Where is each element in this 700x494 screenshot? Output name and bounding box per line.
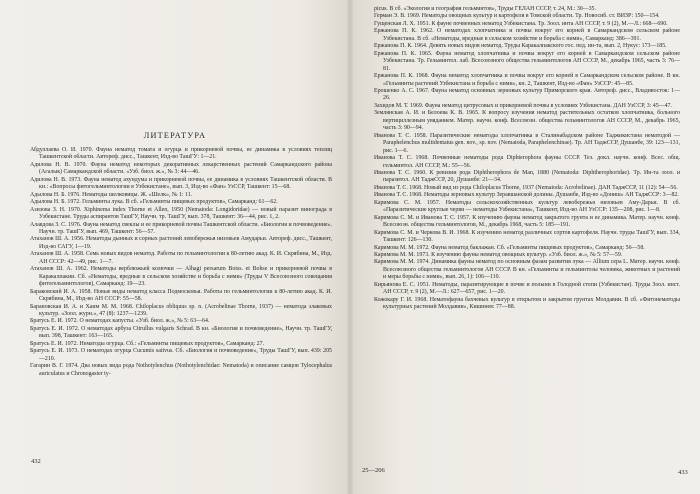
bibliography-entry: Братусь Е. И. 1972. Нематоды огурца. Сб.: «Гельминты пищевых продуктов», Самарканд: 27.	[30, 340, 265, 347]
bibliography-entry: Ержанова П. К. 1964. Девять новых видов нематод. Труды Каракалпакского гос. пед. ин-та, вып. 2, Нукус: 173—185.	[374, 43, 667, 50]
bibliography-entry: Азизова З. Н. 1970. Xiphinema index Thorne et Allen, 1950 (Nematoda: Longidoridae) — новый паразит виноградa в Узбекистане. Труды аспирантов ТашГУ, Научн. тр. ТашГУ, вып. 378, Ташкент: 36—44, рис. 1, 2.	[30, 206, 332, 221]
bibliography-entry: Кожокару Г. И. 1968. Нематофауна бахчевых культур в открытом и закрытом грунтах Молдавии. В сб. «Фитонематоды культурных растений Молдавии», Кишинев: 77—88.	[374, 296, 680, 311]
bibliography-entry: Ержанова П. К. 1962. О нематодах хлопчатника и почвы вокруг его корней в Самаркандском сельском районе Узбекистана. В сб. «Нематоды, вредные в сельском хозяйстве и борьба с ними», Самарканд: 386—391.	[374, 28, 680, 42]
page-number-left: 432	[31, 458, 41, 465]
bibliography-entry: Герман Э. В. 1969. Нематоды овощных культур и картофеля в Томской области. Тр. Новосиб. ст. ВИЗР: 150—154.	[374, 13, 660, 20]
bibliography-entry: Бараковский И. А. 1958. Новые виды нематод класса Подмосковья. Работы по гельминтологии к 80-летию акад. К. И. Скрябина, М., Изд-во АН СССР: 55—58.	[30, 288, 332, 303]
bibliography-entry: Братусь Е. И. 1972. О нематодах капусты. «Узб. биол. ж.», № 5: 63—64.	[30, 318, 210, 325]
bibliography-entry: Адилова Н. В. 1970. Фауна нематод некоторых декоративных лекарственных растений Самаркандского района (Агалык) Самаркандской области. «Узб. биол. ж.», № 3: 44—46.	[30, 161, 332, 176]
left-column	[30, 147, 332, 378]
bibliography-entry: Каримова М. М. 1973. К изучению фауны нематод овощных культур. «Узб. биол. ж.», № 5: 57—59.	[374, 251, 623, 258]
bibliography-entry: Братусь Е. И. 1972. О нематодах арбуза Citrullus vulgaris Schrad. В кн. «Биология и почвоведение», Научн. тр. ТашГУ, вып. 398, Ташкент: 163—165.	[30, 325, 332, 340]
bibliography-entry: Атаханов Ш. А. 1962. Нематоды верблюжьей колючки — Alhagi persarum Boiss. et Bohse и прикорневой почвы в Каракалпакии. Сб. «Нематоды, вредные в сельском хозяйстве и борьба с ними» (Труды V Всесоюзного совещания фитогельминтологов), Самарканд: 19—23.	[30, 266, 332, 288]
bibliography-entry: Кирьянова Е. С. 1951. Нематоды, паразитирующие в почве и полыни в Голодной степи (Узбекистан). Труды Зоол. инст. АН СССР, т. 9 (2), М.—Л.: 627—657, рис. 1—20.	[374, 281, 680, 296]
bibliography-entry: Адилова Н. В. 1973. Фауна нематод ахундума и прикорневой почвы, ее динамика в условиях Ташкентской области. В кн.: «Вопросы фитогельминтологии в Узбекистане», вып. 3, Изд-во «Фан» УзССР, Ташкент: 15—68.	[30, 176, 332, 191]
bibliography-entry: Ерошенко А. С. 1967. Фауна нематод основных зерновых культур Приморского края. Автореф. дисс., Владивосток: 1—26.	[374, 87, 680, 102]
section-heading: ЛИТЕРАТУРА	[143, 131, 207, 140]
bibliography-entry: Каримова С. М. и Иванова Т. С. 1957. К изучению фауны нематод закрытого грунта и ее динамика. Матер. научн. конф. Всесоюзн. общества гельминтологов, М., декабрь 1968, часть 5: 185—191.	[374, 214, 680, 229]
right-page	[350, 0, 700, 494]
bibliography-entry: Гущенская Л. Х. 1951. К фауне почвенных нематод Узбекистана. Тр. Зоол. инта АН СССР, т. 9 (2), М.—Л.: 668—690.	[374, 20, 668, 27]
bibliography-entry: Иванова Т. С. 1968. Новый вид из рода Chiloplacus Thorne, 1937 (Nematoda: Acrobelinae). ДАН ТаджССР, 11 (12): 54—56.	[374, 184, 678, 191]
bibliography-entry: Барановская И. А. и Хаим М. М. 1968. Chiloplacus obliquus sp. n. (Acrobelinae Thorne, 1937) — нематода злаковых культур. «Зоол. журн.», 47 (8): 1237—1239.	[30, 303, 332, 317]
bibliography-entry: Иванова Т. С. 1968. Нематоды зерновых культур Зеравшанской долины. Душанбе, Изд-во «Дониш» АН ТаджССР: 3—82.	[374, 192, 679, 199]
bibliography-entry: Ержанова П. К. 1968. Фауна нематод хлопчатника и почвы вокруг его корней в Самаркандском сельском районе. В кн. «Гельминты растений Узбекистана и борьба с ними», кн. 2, Ташкент, Изд-во «Фан» УзССР: 45—85.	[374, 73, 680, 87]
bibliography-entry: Каримова М. М. 1972. Фауна нематод баклажан. Сб. «Гельминты пищевых продуктов», Самарканд: 56—58.	[374, 244, 645, 251]
signature-mark: 25—206	[362, 467, 385, 474]
bibliography-entry: picus. В сб. «Экология и география гельминтов», Труды ГЕЛАН СССР, т. 24, М.: 30—35.	[374, 6, 596, 12]
bibliography-entry: Адылова Н. Б. 1972. Гельминты лука. В сб. «Гельминты пищевых продуктов», Самарканд: 61—62.	[30, 199, 278, 206]
bibliography-entry: Иванова Т. С. 1968. Почвенные нематоды рода Diphterophora фауны СССР. Тез. докл. научн. конф. Всес. общ. гельминтол. АН СССР, М.: 55—56.	[374, 155, 680, 169]
page-number-right: 433	[678, 469, 688, 476]
bibliography-entry: Братусь Е. И. 1973. О нематодах огурца Cucumis sativus. Сб. «Биология и почвоведение», Труды ТашГУ, вып. 439: 205—210.	[30, 348, 332, 362]
bibliography-entry: Землянская А. И. и Белоева К. В. 1965. К вопросу изучения нематод растительных остатков хлопчатника, больного вертициллезным увяданием. Матер. научн. конф. Всесоюзн. общества гельминтологов АН СССР, М., декабрь 1965, часть 3: 90—94.	[374, 110, 680, 132]
bibliography-entry: Абдуллаева О. И. 1970. Фауна нематод томата и огурца и прикорневой почвы, ее динамика в условиях теплиц Ташкентской области. Автореф. дисс., Ташкент, Изд-во ТашГУ: 1—21.	[30, 147, 332, 161]
bibliography-entry: Иванова Т. С. 1958. Паразитические нематоды хлопчатника в Сталинабадском районе Таджикистана нематодой — Paraphelenchus multidentatus gen. nov., sp. nov. (Nematoda, Paraphelenchinae). Тр. АН ТаджССР, Душанбе, 39: 123—131, рис. 1—6.	[374, 132, 680, 154]
bibliography-entry: Гагарин В. Г. 1974. Два новых вида рода Nothotylenchus (Nothotylenchidae: Nematoda) и описание самцов Tylocephalus auriculatus и Chronogaster ty-	[30, 363, 332, 377]
bibliography-entry: Захидов М. Т. 1969. Фауна нематод цитрусовых и прикорневой почвы в условиях Узбекистана. ДАН УзССР, 3: 45—47.	[374, 102, 672, 109]
bibliography-entry: Ержанова П. К. 1965. Фауна нематод хлопчатника и почвы вокруг его корней в Самаркандском сельском районе Узбекистана. Тр. Гельминтол. лаб. Всесоюзного общества гельминтологов АН СССР, М., декабрь 1965, часть 3: 76—81.	[374, 50, 680, 72]
bibliography-entry: Атаханов Ш. А. 1956. Нематоды дынных и сорных растений левобережья низовьев Амударьи. Автореф. дисс., Ташкент, Изд-во САГУ, 1—19.	[30, 236, 332, 250]
bibliography-entry: Алавдова З. С. 1976. Фауна нематод свеклы и ее прикорневой почвы Ташкентской области. «Биология и почвоведение». Научн. тр. ТашГУ, вып. 469, Ташкент: 56—57.	[30, 221, 332, 235]
bibliography-entry: Иванова Т. С. 1960. К ревизии рода Diphtherophora de Man, 1880 (Nematoda: Diphtherophoridae). Тр. Ин-та зоол. и паразитол. АН ТаджССР, 20, Душанбе: 21—34.	[374, 169, 680, 184]
book-gutter	[346, 0, 354, 494]
bibliography-entry: Каримова С. М. 1957. Нематоды сельскохозяйственных культур левобережья низовьев Аму-Дарьи. В сб. «Паразитические круглые черви — нематоды Узбекистана», Ташкент, Изд-во АН УзССР: 135—208, рис. 1—8.	[374, 199, 680, 214]
bibliography-entry: Адылова Н. Б. 1976. Нематоды шелковицы. Ж. «Шелк», № 1: 11.	[30, 191, 193, 198]
bibliography-entry: Каримова С. М. и Черкова В. И. 1968. К изучению нематод различных сортов картофеля. Научн. труды ТашГУ, вып. 334, Ташкент: 126—130.	[374, 229, 680, 244]
bibliography-entry: Атаханов Ш. А. 1958. Семь новых видов нематод. Работы по гельминтологии к 80-летию акад. К. И. Скрябина, М., Изд. АН СССР: 42—49, рис. 1—7.	[30, 251, 332, 265]
bibliography-entry: Каримова М. М. 1974. Динамика фауны нематод по основным фазам развития лука — Allium cepa L. Матер. научн. конф. Всесоюзного общества гельминтологов АН СССР. В кн. «Гельминты и гельминтозы человека, животных и растений и меры борьбы с ними», вып. 26, 1): 106—110.	[374, 259, 680, 281]
right-column	[374, 6, 680, 312]
